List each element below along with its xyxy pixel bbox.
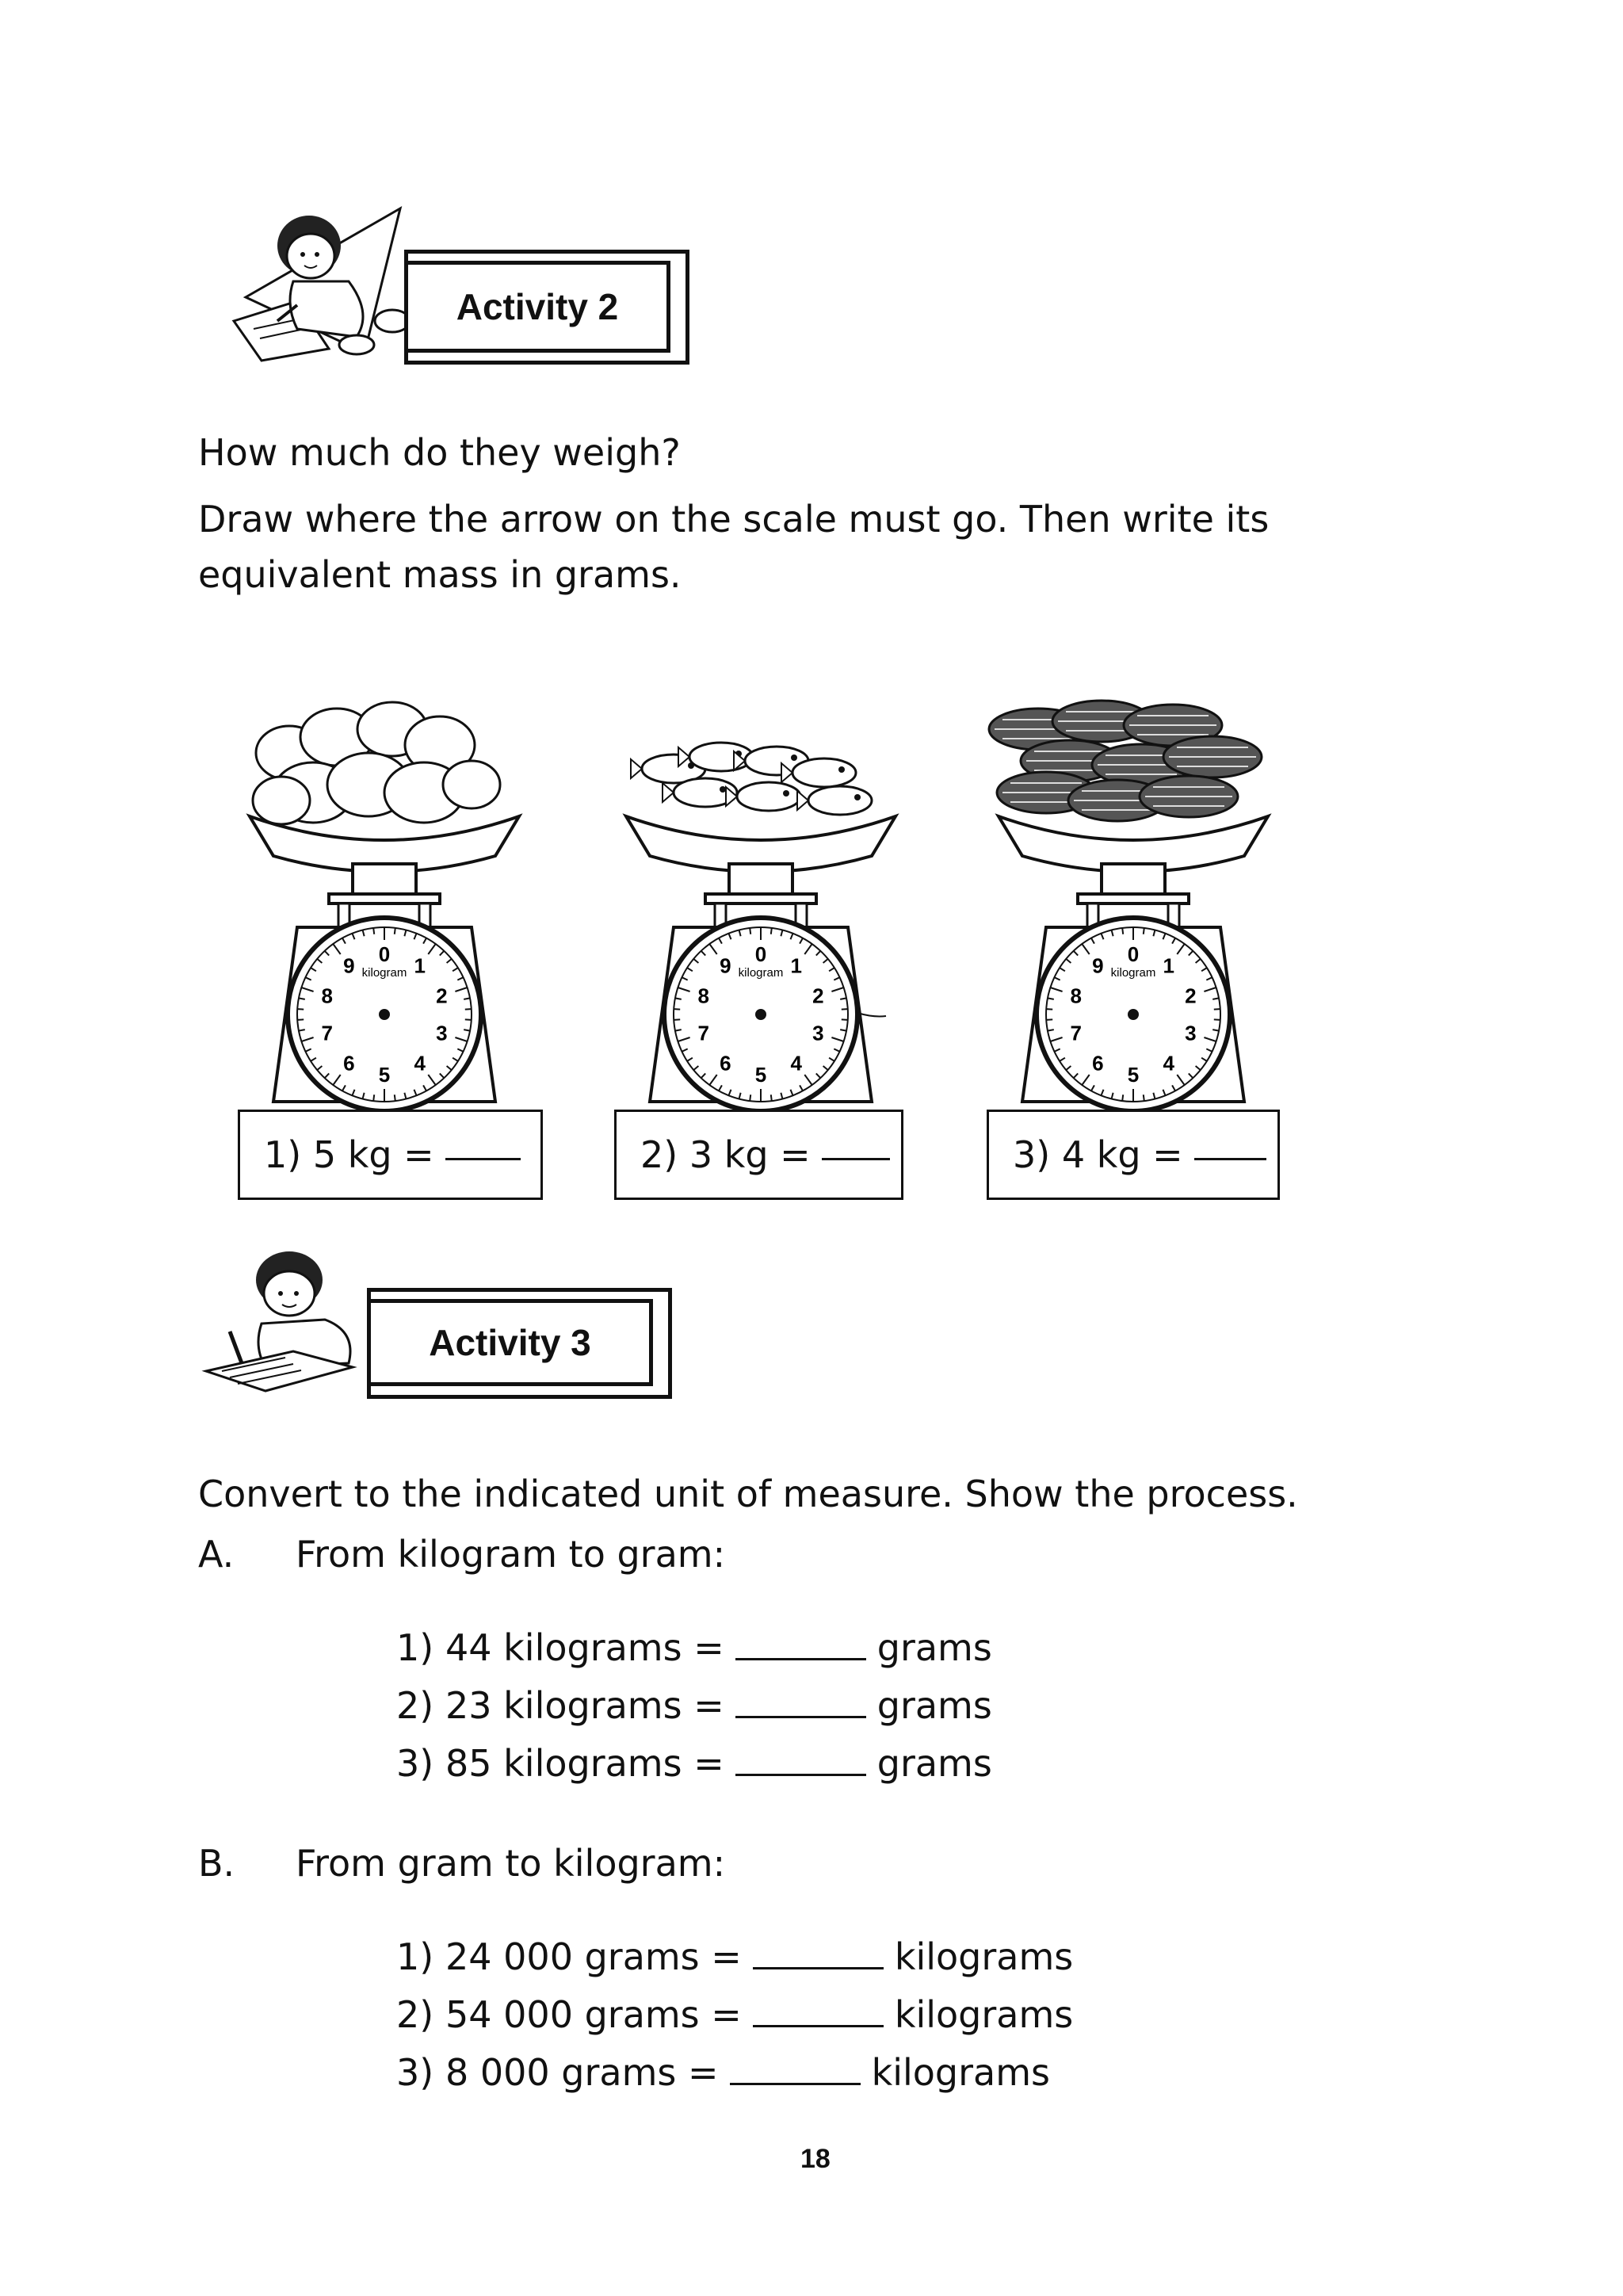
dial-number: 7: [321, 1021, 333, 1045]
dial-number: 5: [378, 1063, 391, 1087]
scale-3-answer-box: [987, 1110, 1280, 1200]
activity-3-banner: [367, 1288, 672, 1399]
answer-blank[interactable]: [445, 1150, 521, 1160]
scale-2-label: 2) 3 kg =: [640, 1133, 811, 1176]
dial-unit-label: kilogram: [1110, 966, 1156, 980]
answer-blank[interactable]: [735, 1708, 866, 1718]
activity-3-instruction: Convert to the indicated unit of measure. Show the process.: [198, 1473, 1298, 1515]
dial-number: 3: [812, 1021, 824, 1045]
dial-number: 5: [1127, 1063, 1140, 1087]
scale-2-illustration: [610, 682, 911, 1110]
scale-3-label: 3) 4 kg =: [1013, 1133, 1183, 1176]
dial-number: 2: [1185, 984, 1197, 1008]
part-b-item-1: 1) 24 000 grams = kilograms: [396, 1935, 1074, 1978]
part-a-item-2: 2) 23 kilograms = grams: [396, 1684, 992, 1727]
dial-number: 4: [1163, 1051, 1174, 1075]
scale-1-answer-box: [238, 1110, 543, 1200]
part-a-item-3: 3) 85 kilograms = grams: [396, 1742, 992, 1785]
dial-number: 4: [790, 1051, 802, 1075]
dial-number: 3: [436, 1021, 448, 1045]
dial-number: 8: [1070, 984, 1082, 1008]
dial-number: 3: [1185, 1021, 1197, 1045]
dial-number: 6: [720, 1051, 731, 1075]
dial-number: 1: [790, 953, 802, 978]
dial-number: 0: [754, 942, 767, 966]
dial-number: 5: [754, 1063, 767, 1087]
page-number: 18: [800, 2144, 831, 2174]
boy-writing-illustration: [198, 1236, 372, 1395]
dial-number: 4: [414, 1051, 426, 1075]
activity-2-title: Activity 2: [456, 286, 619, 327]
activity-2-instruction-line-2: equivalent mass in grams.: [198, 553, 682, 596]
part-b-item-2: 2) 54 000 grams = kilograms: [396, 1993, 1074, 2036]
dial-number: 2: [436, 984, 448, 1008]
scale-3-illustration: [983, 682, 1284, 1110]
dial-unit-label: kilogram: [738, 966, 784, 980]
answer-blank[interactable]: [735, 1650, 866, 1660]
dial-unit-label: kilogram: [361, 966, 407, 980]
dial-number: 1: [414, 953, 426, 978]
dial-number: 0: [1127, 942, 1140, 966]
part-b-item-3: 3) 8 000 grams = kilograms: [396, 2051, 1050, 2094]
activity-2-instruction-line-1: Draw where the arrow on the scale must go. Then write its: [198, 498, 1270, 541]
part-a-item-1: 1) 44 kilograms = grams: [396, 1626, 992, 1669]
dial-number: 9: [343, 953, 355, 978]
part-a-letter: A.: [198, 1533, 235, 1576]
scale-2-answer-box: [614, 1110, 903, 1200]
dial-number: 0: [378, 942, 391, 966]
dial-number: 7: [697, 1021, 709, 1045]
girl-drawing-illustration: [222, 202, 412, 365]
part-a-heading: From kilogram to gram:: [296, 1533, 726, 1576]
answer-blank[interactable]: [753, 1959, 884, 1969]
dial-number: 9: [720, 953, 731, 978]
activity-2-question: How much do they weigh?: [198, 431, 681, 474]
dial-number: 8: [697, 984, 709, 1008]
activity-3-title: Activity 3: [429, 1322, 591, 1363]
part-b-letter: B.: [198, 1842, 235, 1885]
scale-1-label: 1) 5 kg =: [264, 1133, 434, 1176]
dial-number: 8: [321, 984, 333, 1008]
dial-number: 7: [1070, 1021, 1082, 1045]
dial-number: 2: [812, 984, 824, 1008]
dial-number: 1: [1163, 953, 1174, 978]
dial-number: 6: [1092, 1051, 1104, 1075]
dial-number: 6: [343, 1051, 355, 1075]
dial-number: 9: [1092, 953, 1104, 978]
answer-blank[interactable]: [730, 2075, 861, 2085]
answer-blank[interactable]: [1194, 1150, 1266, 1160]
part-b-heading: From gram to kilogram:: [296, 1842, 726, 1885]
answer-blank[interactable]: [822, 1150, 890, 1160]
activity-2-banner: [404, 250, 689, 365]
answer-blank[interactable]: [753, 2017, 884, 2027]
answer-blank[interactable]: [735, 1766, 866, 1776]
scale-1-illustration: [234, 682, 535, 1110]
